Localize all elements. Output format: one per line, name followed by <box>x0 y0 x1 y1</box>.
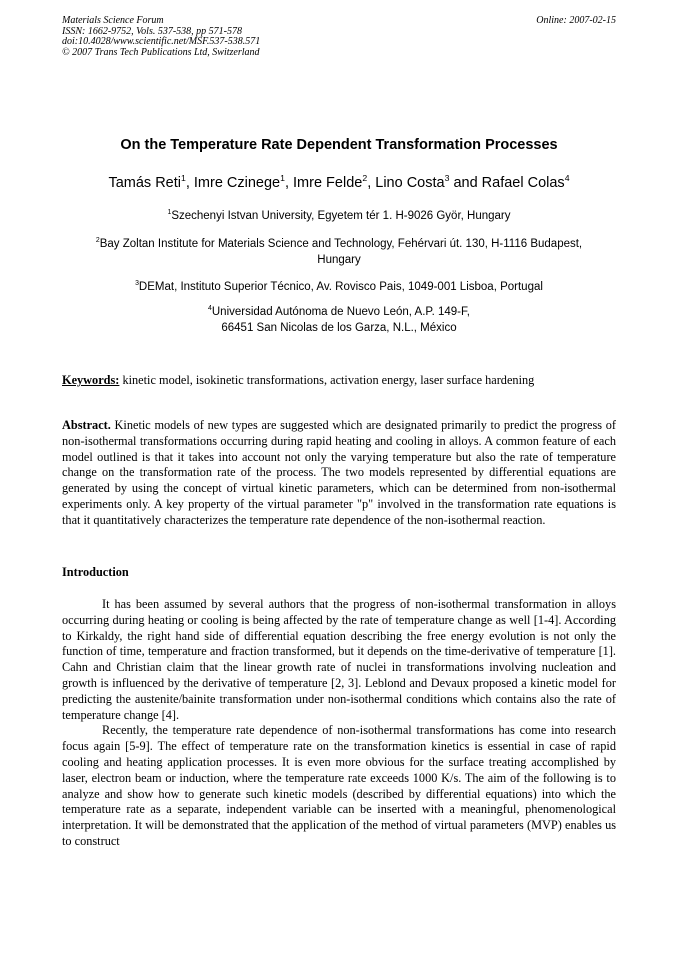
introduction-body <box>62 597 616 850</box>
doi-line: doi:10.4028/www.scientific.net/MSF.537-538.571 <box>62 36 261 47</box>
journal-name: Materials Science Forum <box>62 15 164 26</box>
author-list <box>62 175 616 191</box>
affiliation-1: $^1$Szechenyi Istvan University, Egyetem tér 1. H-9026 Györ, Hungary <box>167 209 511 222</box>
affiliation-4: $^4$Universidad Autónoma de Nuevo León, A.P. 149-F, 66451 San Nicolas de los Garza, N.L., México <box>208 305 470 334</box>
issn-line: ISSN: 1662-9752, Vols. 537-538, pp 571-578 <box>62 25 242 37</box>
abstract <box>62 418 616 529</box>
copyright-line: © 2007 Trans Tech Publications Ltd, Switzerland <box>62 46 260 58</box>
author: Imre Czinege$^1$, <box>193 173 294 191</box>
author: Rafael Colas$^4$ <box>481 173 570 191</box>
paragraph: It has been assumed by several authors that the progress of non-isothermal transformation in alloys occurring during heating or cooling is being affected by the rate of temperature change as well [1-4]. According to Kirkaldy, the right hand side of differential equation describing the free energy evolution is not only the function of time, temperature and fraction transformed, but it depends on the time-derivative of temperature [1]. Cahn and Christian claim that the linear growth rate of nuclei in transformations involving nucleation and growth is influenced by the derivative of temperature [2, 3]. Leblond and Devaux proposed a kinetic model for predicting the austenite/bainite transformation under non-isothermal conditions which contains also the rate of temperature change [4]. <box>62 597 616 722</box>
paper-title: On the Temperature Rate Dependent Transformation Processes <box>120 137 558 153</box>
online-date: Online: 2007-02-15 <box>536 15 616 26</box>
author: Imre Felde$^2$, <box>293 173 376 191</box>
author: Tamás Reti$^1$, <box>108 173 194 191</box>
keywords-label: Keywords: <box>62 373 120 387</box>
journal-header <box>62 16 616 58</box>
introduction-heading: Introduction <box>62 565 129 579</box>
affiliation-2: $^2$Bay Zoltan Institute for Materials Science and Technology, Fehérvari út. 130, H-1116 Budapest, Hungary <box>95 237 583 266</box>
keywords <box>62 373 622 389</box>
keywords-text: kinetic model, isokinetic transformations, activation energy, laser surface hardening <box>122 373 535 387</box>
paragraph: Recently, the temperature rate dependence of non-isothermal transformations has come into research focus again [5-9]. The effect of temperature rate on the transformation kinetics is essential in case of rapid cooling and heating application processes. It is even more obvious for the surface treating accomplished by laser, electron beam or induction, where the temperature rate exceeds 1000 K/s. The aim of the following is to analyze and show how to generate such kinetic models (described by differential equations) into which the temperature rate as a separate, independent variable can be inserted with a meaningful, phenomenological interpretation. It will be demonstrated that the application of the method of virtual parameters (MVP) enables us to construct <box>62 723 616 848</box>
affiliation-3: $^3$DEMat, Instituto Superior Técnico, Av. Rovisco Pais, 1049-001 Lisboa, Portugal <box>135 280 543 293</box>
abstract-text: Kinetic models of new types are suggested which are designated primarily to predict the progress of non-isothermal transformations occurring during rapid heating and cooling in alloys. A common feature of each model outlined is that it takes into account not only the varying temperature but also the rate of temperature change on the transformation rate of the process. The two models represented by differential equations are generated by using the concept of virtual kinetic parameters, which can be determined from non-isothermal experiments only. A key property of the virtual parameter "p" involved in the transformation rate equations is that it quantitatively characterizes the temperature rate dependence of the non-isothermal reaction. <box>62 418 616 527</box>
author: Lino Costa$^3$ and <box>375 173 482 191</box>
abstract-label: Abstract. <box>62 418 111 432</box>
